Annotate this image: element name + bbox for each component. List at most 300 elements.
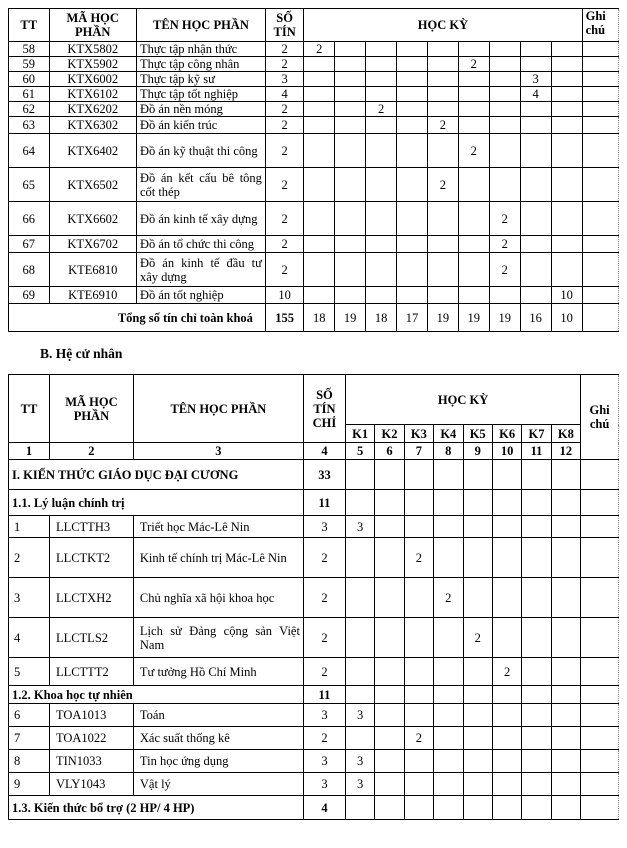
row-name: Thực tập tốt nghiệp bbox=[136, 87, 265, 102]
table-row bbox=[9, 658, 619, 686]
row-sem-8 bbox=[520, 117, 551, 134]
row-note bbox=[581, 704, 619, 727]
row-note bbox=[582, 72, 618, 87]
row-sem-5 bbox=[463, 516, 492, 538]
row-sem-2 bbox=[375, 658, 404, 686]
header-code: MÃ HỌC PHẦN bbox=[49, 9, 136, 42]
row-sem-8 bbox=[520, 102, 551, 117]
row-sem-6 bbox=[492, 578, 521, 618]
row-sem-1 bbox=[304, 102, 335, 117]
group-sem-2 bbox=[375, 796, 404, 820]
row-sem-1 bbox=[345, 618, 374, 658]
row-sem-3 bbox=[366, 168, 397, 202]
row-sem-5: 2 bbox=[463, 618, 492, 658]
row-sem-8 bbox=[551, 618, 581, 658]
row-credits: 2 bbox=[265, 57, 303, 72]
table-row bbox=[9, 253, 619, 287]
row-code: TOA1022 bbox=[49, 727, 133, 750]
row-sem-9 bbox=[551, 253, 582, 287]
row-sem-1: 3 bbox=[345, 773, 374, 796]
row-sem-4 bbox=[397, 72, 428, 87]
total-sem-7: 19 bbox=[489, 304, 520, 332]
row-sem-9 bbox=[551, 117, 582, 134]
row-note bbox=[582, 202, 618, 236]
row-code: TIN1033 bbox=[49, 750, 133, 773]
header-semester: HỌC KỲ bbox=[345, 375, 580, 425]
subgroup-political-theory-credits: 11 bbox=[303, 490, 345, 516]
row-sem-5: 2 bbox=[427, 168, 458, 202]
row-sem-2 bbox=[335, 87, 366, 102]
row-code: LLCTTT2 bbox=[49, 658, 133, 686]
subgroup-supplementary bbox=[9, 796, 619, 820]
row-sem-1 bbox=[304, 287, 335, 304]
row-sem-3 bbox=[366, 134, 397, 168]
group-sem-1 bbox=[345, 460, 374, 490]
subgroup-natural-science bbox=[9, 686, 619, 704]
row-sem-5 bbox=[463, 538, 492, 578]
table-a bbox=[8, 8, 619, 332]
group-sem-6 bbox=[492, 686, 521, 704]
row-sem-2 bbox=[375, 750, 404, 773]
row-note bbox=[582, 57, 618, 72]
row-credits: 2 bbox=[265, 42, 303, 57]
row-sem-3 bbox=[404, 516, 433, 538]
row-sem-1 bbox=[304, 236, 335, 253]
subgroup-supplementary-label: 1.3. Kiến thức bổ trợ (2 HP/ 4 HP) bbox=[9, 796, 304, 820]
header-colnum-4: 4 bbox=[303, 443, 345, 460]
total-sem-8: 16 bbox=[520, 304, 551, 332]
row-sem-7 bbox=[489, 134, 520, 168]
row-code: LLCTLS2 bbox=[49, 618, 133, 658]
row-name: Đồ án tổ chức thi công bbox=[136, 236, 265, 253]
row-sem-1: 3 bbox=[345, 516, 374, 538]
table-row bbox=[9, 72, 619, 87]
header-tt: TT bbox=[9, 9, 50, 42]
table-row bbox=[9, 578, 619, 618]
row-sem-3 bbox=[366, 57, 397, 72]
header-name: TÊN HỌC PHẦN bbox=[136, 9, 265, 42]
row-note bbox=[581, 773, 619, 796]
group-sem-1 bbox=[345, 490, 374, 516]
row-name: Đồ án kỹ thuật thi công bbox=[136, 134, 265, 168]
row-code: KTX6102 bbox=[49, 87, 136, 102]
row-sem-2 bbox=[335, 102, 366, 117]
row-sem-3 bbox=[366, 202, 397, 236]
row-sem-1 bbox=[304, 87, 335, 102]
row-name: Lịch sử Đảng cộng sản Việt Nam bbox=[133, 618, 303, 658]
row-sem-2 bbox=[335, 134, 366, 168]
row-sem-6: 2 bbox=[458, 134, 489, 168]
group-sem-5 bbox=[463, 490, 492, 516]
row-sem-5 bbox=[427, 253, 458, 287]
row-tt: 7 bbox=[9, 727, 50, 750]
total-note bbox=[582, 304, 618, 332]
header-colnum-10: 10 bbox=[492, 443, 521, 460]
row-sem-2 bbox=[335, 117, 366, 134]
row-name: Toán bbox=[133, 704, 303, 727]
group-note bbox=[581, 796, 619, 820]
total-sem-1: 18 bbox=[304, 304, 335, 332]
header-note: Ghi chú bbox=[581, 375, 619, 460]
row-sem-8 bbox=[551, 578, 581, 618]
total-sem-3: 18 bbox=[366, 304, 397, 332]
row-sem-2 bbox=[335, 42, 366, 57]
group-general-education-label: I. KIẾN THỨC GIÁO DỤC ĐẠI CƯƠNG bbox=[9, 460, 304, 490]
table-row bbox=[9, 117, 619, 134]
row-sem-6 bbox=[458, 42, 489, 57]
row-sem-8: 3 bbox=[520, 72, 551, 87]
header-sem-2: K2 bbox=[375, 425, 404, 443]
row-sem-3 bbox=[404, 773, 433, 796]
row-sem-7 bbox=[522, 750, 551, 773]
row-sem-7 bbox=[489, 87, 520, 102]
row-sem-3 bbox=[366, 117, 397, 134]
row-name: Đồ án tốt nghiệp bbox=[136, 287, 265, 304]
row-sem-3 bbox=[366, 287, 397, 304]
row-sem-6 bbox=[492, 516, 521, 538]
header-tt: TT bbox=[9, 375, 50, 443]
row-tt: 2 bbox=[9, 538, 50, 578]
row-sem-6 bbox=[492, 750, 521, 773]
header-colnum-11: 11 bbox=[522, 443, 551, 460]
row-sem-7 bbox=[522, 516, 551, 538]
row-sem-2 bbox=[375, 704, 404, 727]
row-sem-3: 2 bbox=[366, 102, 397, 117]
row-sem-1 bbox=[345, 658, 374, 686]
row-sem-4 bbox=[434, 727, 463, 750]
row-sem-8 bbox=[551, 750, 581, 773]
row-sem-8 bbox=[520, 168, 551, 202]
row-note bbox=[582, 87, 618, 102]
row-sem-8 bbox=[520, 202, 551, 236]
row-tt: 8 bbox=[9, 750, 50, 773]
row-sem-8 bbox=[551, 727, 581, 750]
row-tt: 6 bbox=[9, 704, 50, 727]
row-credits: 2 bbox=[303, 618, 345, 658]
row-note bbox=[581, 750, 619, 773]
row-sem-3 bbox=[366, 72, 397, 87]
total-sem-4: 17 bbox=[397, 304, 428, 332]
row-sem-2 bbox=[335, 57, 366, 72]
row-sem-8 bbox=[520, 57, 551, 72]
row-sem-9 bbox=[551, 42, 582, 57]
group-general-education bbox=[9, 460, 619, 490]
row-name: Đồ án kinh tế xây dựng bbox=[136, 202, 265, 236]
group-sem-7 bbox=[522, 490, 551, 516]
row-sem-3 bbox=[404, 704, 433, 727]
group-sem-4 bbox=[434, 490, 463, 516]
row-sem-3 bbox=[404, 658, 433, 686]
row-tt: 61 bbox=[9, 87, 50, 102]
row-sem-1: 2 bbox=[304, 42, 335, 57]
row-note bbox=[581, 618, 619, 658]
row-sem-9 bbox=[551, 134, 582, 168]
row-sem-7 bbox=[489, 72, 520, 87]
row-code: KTE6810 bbox=[49, 253, 136, 287]
row-sem-2 bbox=[335, 168, 366, 202]
row-sem-8: 4 bbox=[520, 87, 551, 102]
row-name: Kinh tế chính trị Mác-Lê Nin bbox=[133, 538, 303, 578]
row-code: VLY1043 bbox=[49, 773, 133, 796]
group-sem-6 bbox=[492, 490, 521, 516]
group-sem-4 bbox=[434, 686, 463, 704]
row-sem-7: 2 bbox=[489, 202, 520, 236]
table-row bbox=[9, 538, 619, 578]
group-sem-5 bbox=[463, 796, 492, 820]
row-credits: 3 bbox=[303, 773, 345, 796]
header-colnum-2: 2 bbox=[49, 443, 133, 460]
header-credits: SỐ TÍN CHỈ bbox=[303, 375, 345, 443]
row-sem-3: 2 bbox=[404, 538, 433, 578]
row-name: Thực tập công nhân bbox=[136, 57, 265, 72]
row-sem-4 bbox=[397, 287, 428, 304]
row-sem-8 bbox=[551, 516, 581, 538]
row-note bbox=[581, 578, 619, 618]
row-sem-7 bbox=[489, 57, 520, 72]
row-note bbox=[582, 236, 618, 253]
group-sem-6 bbox=[492, 460, 521, 490]
row-tt: 67 bbox=[9, 236, 50, 253]
group-general-education-credits: 33 bbox=[303, 460, 345, 490]
row-sem-4 bbox=[434, 750, 463, 773]
table-row bbox=[9, 236, 619, 253]
row-sem-1 bbox=[345, 578, 374, 618]
row-code: LLCTKT2 bbox=[49, 538, 133, 578]
row-note bbox=[582, 42, 618, 57]
row-sem-5 bbox=[463, 773, 492, 796]
group-note bbox=[581, 686, 619, 704]
row-sem-1 bbox=[304, 72, 335, 87]
row-sem-2 bbox=[335, 202, 366, 236]
table-row bbox=[9, 618, 619, 658]
group-sem-3 bbox=[404, 796, 433, 820]
header-colnum-12: 12 bbox=[551, 443, 581, 460]
group-sem-6 bbox=[492, 796, 521, 820]
row-sem-9 bbox=[551, 102, 582, 117]
row-sem-6 bbox=[458, 102, 489, 117]
row-credits: 2 bbox=[265, 202, 303, 236]
total-sem-5: 19 bbox=[427, 304, 458, 332]
row-code: KTX6202 bbox=[49, 102, 136, 117]
row-sem-3 bbox=[404, 618, 433, 658]
row-tt: 69 bbox=[9, 287, 50, 304]
row-sem-4 bbox=[397, 202, 428, 236]
row-sem-1 bbox=[304, 57, 335, 72]
row-sem-8 bbox=[520, 287, 551, 304]
row-sem-7 bbox=[522, 727, 551, 750]
row-tt: 58 bbox=[9, 42, 50, 57]
header-sem-5: K5 bbox=[463, 425, 492, 443]
row-credits: 2 bbox=[265, 253, 303, 287]
row-sem-3 bbox=[366, 42, 397, 57]
row-credits: 2 bbox=[265, 117, 303, 134]
group-sem-3 bbox=[404, 686, 433, 704]
row-name: Đồ án nền móng bbox=[136, 102, 265, 117]
group-sem-8 bbox=[551, 490, 581, 516]
row-sem-4: 2 bbox=[434, 578, 463, 618]
subgroup-political-theory-label: 1.1. Lý luận chính trị bbox=[9, 490, 304, 516]
row-name: Thực tập nhận thức bbox=[136, 42, 265, 57]
subgroup-supplementary-credits: 4 bbox=[303, 796, 345, 820]
row-sem-1 bbox=[304, 134, 335, 168]
row-sem-6 bbox=[458, 72, 489, 87]
group-sem-5 bbox=[463, 460, 492, 490]
row-sem-9 bbox=[551, 87, 582, 102]
row-sem-4 bbox=[397, 42, 428, 57]
row-sem-5 bbox=[427, 102, 458, 117]
row-credits: 2 bbox=[303, 538, 345, 578]
row-note bbox=[581, 658, 619, 686]
row-note bbox=[581, 727, 619, 750]
row-sem-2 bbox=[375, 516, 404, 538]
header-sem-4: K4 bbox=[434, 425, 463, 443]
row-note bbox=[582, 287, 618, 304]
row-sem-1 bbox=[304, 202, 335, 236]
row-code: KTX6702 bbox=[49, 236, 136, 253]
row-name: Đồ án kinh tế đầu tư xây dựng bbox=[136, 253, 265, 287]
table-row bbox=[9, 750, 619, 773]
row-code: KTX6002 bbox=[49, 72, 136, 87]
table-row bbox=[9, 134, 619, 168]
row-code: KTX6602 bbox=[49, 202, 136, 236]
row-name: Triết học Mác-Lê Nin bbox=[133, 516, 303, 538]
row-sem-2 bbox=[375, 538, 404, 578]
row-note bbox=[582, 102, 618, 117]
group-sem-3 bbox=[404, 460, 433, 490]
row-sem-8 bbox=[520, 42, 551, 57]
row-name: Thực tập kỹ sư bbox=[136, 72, 265, 87]
row-sem-5 bbox=[427, 202, 458, 236]
row-sem-4 bbox=[434, 773, 463, 796]
table-row bbox=[9, 42, 619, 57]
row-credits: 2 bbox=[303, 658, 345, 686]
header-note: Ghi chú bbox=[582, 9, 618, 42]
subgroup-natural-science-label: 1.2. Khoa học tự nhiên bbox=[9, 686, 304, 704]
group-sem-2 bbox=[375, 490, 404, 516]
row-code: KTE6910 bbox=[49, 287, 136, 304]
row-sem-8 bbox=[551, 658, 581, 686]
row-sem-3 bbox=[404, 750, 433, 773]
table-b bbox=[8, 374, 619, 820]
row-sem-8 bbox=[551, 773, 581, 796]
row-sem-6: 2 bbox=[492, 658, 521, 686]
group-sem-1 bbox=[345, 686, 374, 704]
row-sem-5: 2 bbox=[427, 117, 458, 134]
group-sem-3 bbox=[404, 490, 433, 516]
row-sem-4 bbox=[434, 704, 463, 727]
row-sem-8 bbox=[520, 253, 551, 287]
row-sem-3 bbox=[404, 578, 433, 618]
header-sem-7: K7 bbox=[522, 425, 551, 443]
header-colnum-8: 8 bbox=[434, 443, 463, 460]
row-sem-6 bbox=[458, 117, 489, 134]
row-tt: 3 bbox=[9, 578, 50, 618]
row-code: KTX6302 bbox=[49, 117, 136, 134]
row-credits: 2 bbox=[265, 236, 303, 253]
row-name: Xác suất thống kê bbox=[133, 727, 303, 750]
row-sem-6 bbox=[492, 704, 521, 727]
row-sem-6 bbox=[458, 168, 489, 202]
row-code: KTX5902 bbox=[49, 57, 136, 72]
group-sem-8 bbox=[551, 686, 581, 704]
header-code: MÃ HỌC PHẦN bbox=[49, 375, 133, 443]
total-row bbox=[9, 304, 619, 332]
row-sem-6 bbox=[492, 618, 521, 658]
header-colnum-1: 1 bbox=[9, 443, 50, 460]
row-note bbox=[582, 134, 618, 168]
table-row bbox=[9, 516, 619, 538]
row-credits: 3 bbox=[303, 516, 345, 538]
row-name: Chủ nghĩa xã hội khoa học bbox=[133, 578, 303, 618]
row-sem-5 bbox=[427, 134, 458, 168]
row-tt: 66 bbox=[9, 202, 50, 236]
row-sem-4 bbox=[397, 236, 428, 253]
header-credits: SỐ TÍN bbox=[265, 9, 303, 42]
row-sem-4 bbox=[434, 538, 463, 578]
total-sem-9: 10 bbox=[551, 304, 582, 332]
row-credits: 3 bbox=[303, 704, 345, 727]
row-sem-3 bbox=[366, 253, 397, 287]
header-name: TÊN HỌC PHẦN bbox=[133, 375, 303, 443]
group-sem-7 bbox=[522, 686, 551, 704]
row-name: Tin học ứng dụng bbox=[133, 750, 303, 773]
total-sem-6: 19 bbox=[458, 304, 489, 332]
table-row bbox=[9, 287, 619, 304]
row-sem-6: 2 bbox=[458, 57, 489, 72]
row-sem-6 bbox=[458, 202, 489, 236]
row-sem-8 bbox=[520, 134, 551, 168]
row-sem-4 bbox=[397, 168, 428, 202]
row-sem-7 bbox=[522, 658, 551, 686]
row-sem-2 bbox=[375, 773, 404, 796]
row-code: KTX5802 bbox=[49, 42, 136, 57]
row-sem-7 bbox=[522, 578, 551, 618]
row-sem-4 bbox=[434, 618, 463, 658]
row-sem-9 bbox=[551, 236, 582, 253]
row-sem-5 bbox=[463, 704, 492, 727]
row-sem-7 bbox=[489, 287, 520, 304]
row-sem-2 bbox=[375, 618, 404, 658]
group-sem-7 bbox=[522, 796, 551, 820]
row-sem-7 bbox=[522, 538, 551, 578]
row-sem-2 bbox=[375, 727, 404, 750]
row-name: Đồ án kết cấu bê tông cốt thép bbox=[136, 168, 265, 202]
row-sem-5 bbox=[427, 72, 458, 87]
row-tt: 68 bbox=[9, 253, 50, 287]
row-sem-6 bbox=[492, 773, 521, 796]
row-code: LLCTXH2 bbox=[49, 578, 133, 618]
row-sem-1 bbox=[304, 168, 335, 202]
group-sem-8 bbox=[551, 460, 581, 490]
row-sem-2 bbox=[375, 578, 404, 618]
row-name: Vật lý bbox=[133, 773, 303, 796]
row-credits: 2 bbox=[265, 134, 303, 168]
subgroup-political-theory bbox=[9, 490, 619, 516]
row-credits: 2 bbox=[265, 168, 303, 202]
total-label: Tổng số tín chỉ toàn khoá bbox=[9, 304, 266, 332]
row-tt: 60 bbox=[9, 72, 50, 87]
row-sem-4 bbox=[397, 253, 428, 287]
row-sem-4 bbox=[397, 87, 428, 102]
row-sem-4 bbox=[434, 658, 463, 686]
row-sem-4 bbox=[434, 516, 463, 538]
row-tt: 63 bbox=[9, 117, 50, 134]
row-note bbox=[581, 538, 619, 578]
row-note bbox=[582, 253, 618, 287]
row-sem-7 bbox=[522, 773, 551, 796]
row-code: KTX6502 bbox=[49, 168, 136, 202]
row-sem-7 bbox=[489, 168, 520, 202]
